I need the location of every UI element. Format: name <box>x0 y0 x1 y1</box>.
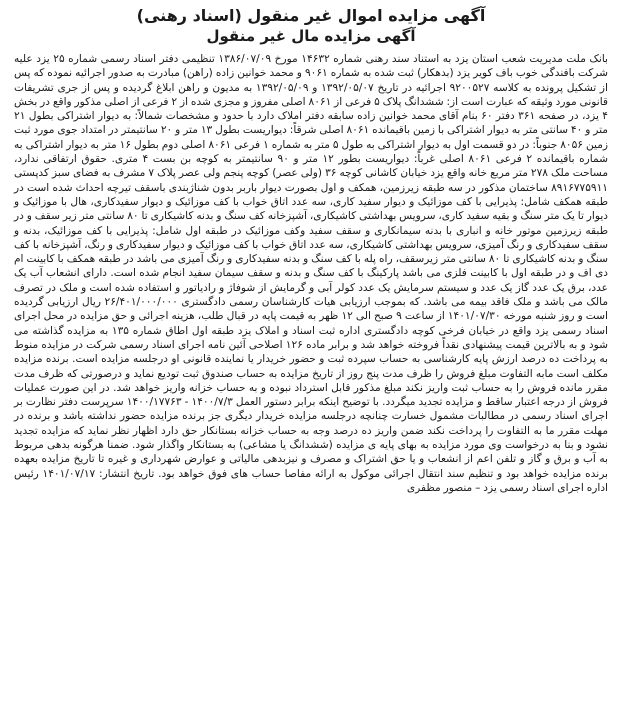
notice-title-main: آگهی مزایده اموال غیر منقول (اسناد رهنی) <box>136 6 486 25</box>
notice-body: بانک ملت مدیریت شعب استان یزد به استناد سند رهنی شماره ۱۴۶۳۲ مورخ ۱۳۸۶/۰۷/۰۹ تنظیمی دفتر اسناد رسمی شماره ۲۵ یزد علیه شرکت بافندگی خوب باف کویر یزد (بدهکار) ثبت شده به شماره ۹۰۶۱ و محمد خوانین زاده (راهن) مبادرت به صدور اجرائیه نموده که پس از تشکیل پرونده به کلاسه ۹۲۰۰۵۲۷ اجرائیه در تاریخ ۱۳۹۲/۰۵/۰۷ و ۱۳۹۲/۰۵/۰۹ به مدیون و راهن ابلاغ گردیده و پس از جری تشریفات قانونی مورد وثیقه که عبارت است از: ششدانگ پلاک ۵ فرعی از ۸۰۶۱ اصلی مفروز و مجزی شده از ۲ فرعی از اصلی مذکور واقع در بخش ۴ یزد، در صفحه ۳۶۱ دفتر ۶۰ بنام آقای محمد خوانین زاده سابقه دفتر املاک دارد با حدود و مشخصات شمالاً: به دیوار اشتراکی بطول ۲۱ متر و ۴۰ سانتی متر به دیوار اشتراکی با زمین باقیمانده ۸۰۶۱ اصلی شرقاً: دیواریست بطول ۱۳ متر و ۲۰ سانتیمتر در امتداد جوی مورد ثبت زمین ۸۰۵۶ جنوباً: در دو قسمت اول به دیوار اشتراکی به طول ۵ متر به شماره ۱ فرعی ۸۰۶۱ اصلی دوم بطول ۱۶ متر به دیوار اشتراکی به شماره باقیمانده ۲ فرعی ۸۰۶۱ اصلی غرباً: دیواریست بطور ۱۲ متر و ۹۰ سانتیمتر به کوچه بن بست ۴ متری. حقوق ارتفاقی ندارد، مساحت ملک ۲۷۸ متر مربع خانه واقع یزد خیابان کاشانی کوچه ۳۶ (ولی عصر) کوچه پنجم ولی عصر پلاک ۷ مشرف به فضای سبز کدپستی ۸۹۱۶۷۷۵۹۱۱ ساختمان مذکور در سه طبقه زیرزمین، همکف و اول بصورت دیوار باربر بدون شناژبندی باسقف تیرچه احداث شده است در طبقه همکف شامل: پذیرایی با کف موزائیک و دیوار سفید کاری، سه عدد اتاق خواب با کف موزائیک و دیوار سفیدکاری، هال با موزائیک و دیوار تا یک متر سنگ و بقیه سفید کاری، سرویس بهداشتی کاشیکاری، آشپزخانه کف سنگ و بدنه کاشیکاری تا ۸۰ سانتی متر زیر سقف و در طبقه زیرزمین موتور خانه و انباری با بدنه سیمانکاری و سقف سفید وکف موزائیک در طبقه اول شامل: پذیرایی با کف موزائیک، بدنه و سقف سفیدکاری و رنگ آمیزی، سرویس بهداشتی کاشیکاری، سه عدد اتاق خواب با کف موزائیک و دیوار سفیدکاری و رنگ، آشپزخانه با کف سنگ و بدنه کاشیکاری تا ۸۰ سانتی متر زیرسقف، راه پله با کف سنگ و بدنه سفیدکاری و رنگ آمیزی می باشد در طبقه همکف با کابینت ام دی اف و در طبقه اول با کابینت فلزی می باشد پارکینگ با کف سنگ و بدنه و سقف سیمان سفید انجام شده است. دارای انشعاب آب یک عدد، برق یک عدد گاز یک عدد و سیستم سرمایش یک عدد کولر آبی و گرمایش از شوفاژ و رادیاتور و استفاده شده است و ملک در تصرف مالک می باشد و ملک فاقد بیمه می باشد. که بموجب ارزیابی هیات کارشناسان رسمی دادگستری ۲۶/۴۰۱/۰۰۰/۰۰۰ ریال ارزیابی گردیده است و روز شنبه مورخه ۱۴۰۱/۰۷/۳۰ از ساعت ۹ صبح الی ۱۲ ظهر به قیمت پایه در قبال طلب، هزینه اجرائی و حق مزایده در محل اجرای اسناد رسمی یزد واقع در خیابان فرخی کوچه دادگستری اداره ثبت اسناد و املاک یزد طبقه اول اطاق شماره ۱۳۵ به مزایده گذاشته می شود و به بالاترین قیمت پیشنهادی نقداً فروخته خواهد شد و برابر ماده ۱۲۶ اصلاحی آئین نامه اجرای اسناد رسمی شرکت در مزایده منوط به پرداخت ده درصد ارزش پایه کارشناسی به حساب سپرده ثبت و حضور خریدار یا نماینده قانونی او درجلسه مزایده است. برنده مزایده مکلف است مابه التفاوت مبلغ فروش را ظرف مدت پنج روز از تاریخ مزایده به حساب صندوق ثبت تودیع نماید و درصورتی که ظرف مدت مقرر مانده فروش را به حساب ثبت واریز نکند مبلغ مذکور قابل استرداد نبوده و به حساب خزانه واریز خواهد شد. در این صورت عملیات فروش از درجه اعتبار ساقط و مزایده تجدید میگردد. با توضیح اینکه برابر دستور العمل ۱۴۰۰/۷/۳ - ۱۴۰۰/۱۷۷۶۳ سرپرست دفتر نظارت بر اجرای اسناد رسمی در مطالبات مشمول خسارت چنانچه درجلسه مزایده خریدار دیگری جز برنده مزایده حضور نداشته باشد و برنده در مهلت مقرر ما به التفاوت را پرداخت نکند ضمن واریز ده درصد وجه به حساب خزانه بستانکار حق دارد اظهار نظر نماید که مزایده تجدید نشود و بنا به درخواست وی مورد مزایده به بهای پایه ی مزایده (ششدانگ یا مشاعی) به بستانکار واگذار شود. ضمنا هرگونه بدهی مربوط به آب و برق و گاز و تلفن اعم از انشعاب و یا حق اشتراک و مصرف و نیزبدهی مالیاتی و عوارض شهرداری و غیره تا تاریخ مزایده بعهده برنده مزایده خواهد بود و تنظیم سند انتقال اجرائی موکول به ارائه مفاصا حساب های فوق خواهد بود. تاریخ انتشار: ۱۴۰۱/۰۷/۱۷ رئیس اداره اجرای اسناد رسمی یزد – منصور مظفری <box>14 53 609 494</box>
notice-title-sub: آگهی مزایده مال غیر منقول <box>206 27 416 45</box>
notice-header <box>14 6 608 46</box>
